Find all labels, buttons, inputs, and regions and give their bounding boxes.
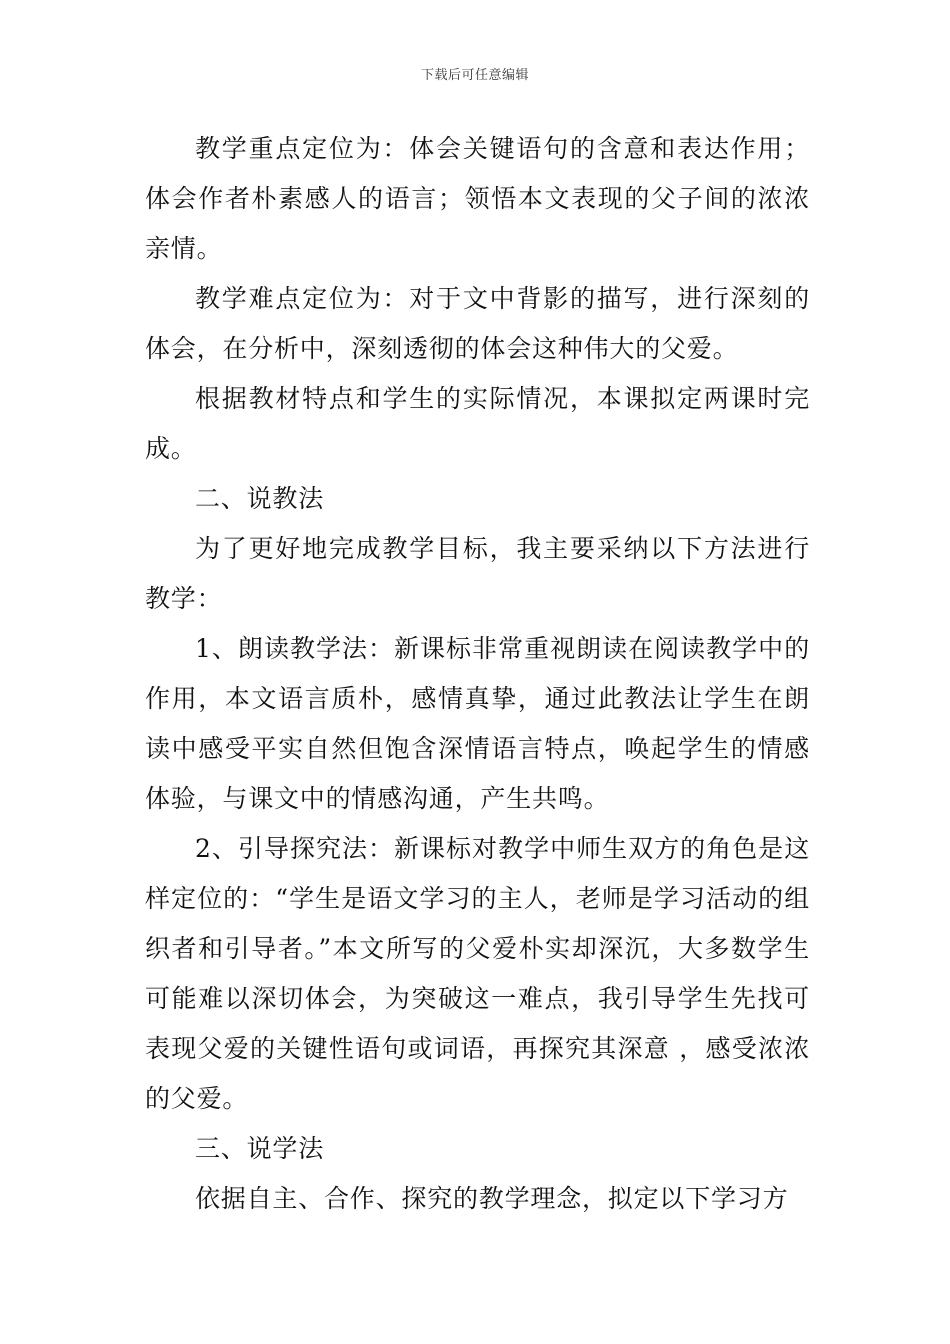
section-heading-learning-method: 三、说学法: [195, 1134, 325, 1163]
section-heading-teaching-method: 二、说教法: [195, 484, 325, 513]
paragraph-method-reading: 1、朗读教学法：新课标非常重视朗读在阅读教学中的作用，本文语言质朴，感情真挚，通过此教法让学生在朗读中感受平实自然但饱含深情语言特点，唤起学生的情感体验，与课文中的情感沟通，产生共鸣。: [145, 634, 810, 813]
page-header: 下载后可任意编辑: [420, 68, 529, 83]
paragraph-method-guided-inquiry: 2、引导探究法：新课标对教学中师生双方的角色是这样定位的：“学生是语文学习的主人，老师是学习活动的组织者和引导者。”本文所写的父爱朴实却深沉，大多数学生可能难以深切体会，为突破这一难点，我引导学生先找可表现父爱的关键性语句或词语，再探究其深意 ，感受浓浓的父爱。: [145, 834, 810, 1113]
paragraph-method-intro: 为了更好地完成教学目标，我主要采纳以下方法进行教学：: [145, 534, 810, 613]
paragraph-lesson-plan: 根据教材特点和学生的实际情况，本课拟定两课时完成。: [145, 384, 810, 463]
paragraph-teaching-focus: 教学重点定位为：体会关键语句的含意和表达作用；体会作者朴素感人的语言；领悟本文表现的父子间的浓浓亲情。: [145, 134, 810, 263]
paragraph-teaching-difficulty: 教学难点定位为：对于文中背影的描写，进行深刻的体会，在分析中，深刻透彻的体会这种伟大的父爱。: [145, 284, 810, 363]
paragraph-learning-intro: 依据自主、合作、探究的教学理念，拟定以下学习方: [195, 1184, 789, 1213]
document-body: [145, 124, 810, 1224]
